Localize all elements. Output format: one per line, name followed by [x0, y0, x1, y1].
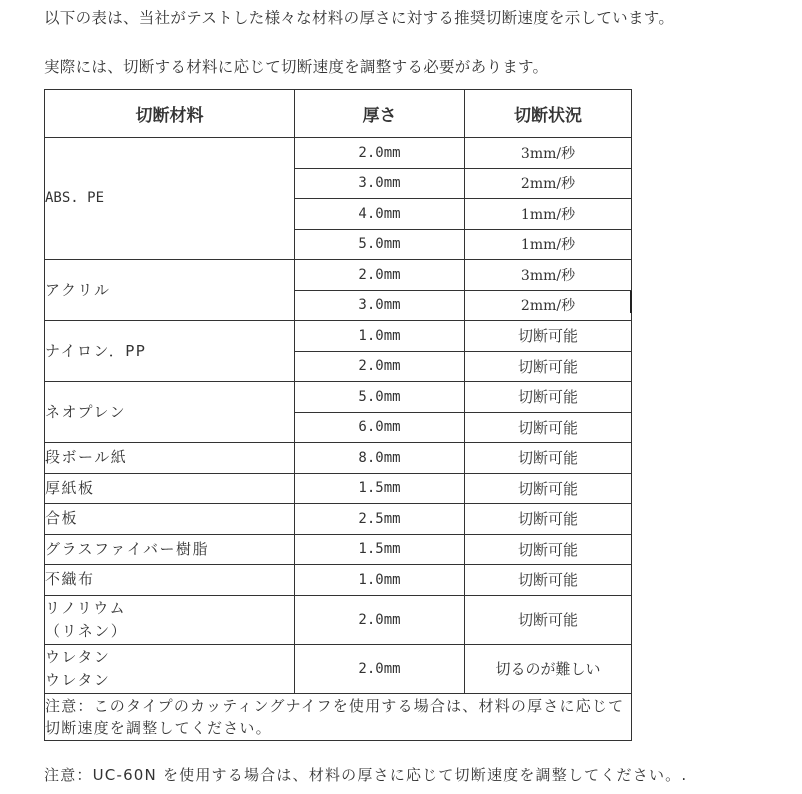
- thickness-cell: 4.0mm: [295, 199, 465, 230]
- material-cell: アクリル: [45, 260, 295, 321]
- table-header-row: [45, 90, 632, 138]
- material-cell: [45, 644, 295, 693]
- table-note-row: [45, 693, 632, 740]
- thickness-cell: 5.0mm: [295, 229, 465, 260]
- status-cell: 3mm/秒: [465, 138, 632, 169]
- thickness-cell: 2.0mm: [295, 351, 465, 382]
- thickness-cell: 1.0mm: [295, 321, 465, 352]
- table-row: [45, 504, 632, 535]
- status-cell: 1mm/秒: [465, 229, 632, 260]
- table-row: [45, 595, 632, 644]
- status-cell: 切断可能: [465, 565, 632, 596]
- footer-note: 注意：UC-60N を使用する場合は、材料の厚さに応じて切断速度を調整してください。.: [44, 766, 688, 784]
- material-line: ウレタン: [45, 647, 111, 666]
- material-line: ウレタン: [45, 670, 111, 689]
- status-cell: 切断可能: [465, 473, 632, 504]
- text-cursor-bar: [630, 291, 632, 313]
- thickness-cell: 2.5mm: [295, 504, 465, 535]
- status-cell: 切断可能: [465, 595, 632, 644]
- cutting-speed-table: [44, 89, 632, 741]
- status-cell: 切断可能: [465, 321, 632, 352]
- material-cell: 段ボール紙: [45, 443, 295, 474]
- status-cell: 切るのが難しい: [465, 644, 632, 693]
- thickness-cell: 2.0mm: [295, 644, 465, 693]
- table-row: [45, 260, 632, 291]
- table-row: [45, 473, 632, 504]
- status-cell: 2mm/秒: [465, 168, 632, 199]
- status-cell: 切断可能: [465, 351, 632, 382]
- table-row: [45, 382, 632, 413]
- table-row: [45, 138, 632, 169]
- table-row: [45, 644, 632, 693]
- thickness-cell: 3.0mm: [295, 290, 465, 321]
- material-cell: 厚紙板: [45, 473, 295, 504]
- thickness-cell: 2.0mm: [295, 138, 465, 169]
- table-row: [45, 321, 632, 352]
- material-cell: グラスファイバー樹脂: [45, 534, 295, 565]
- table-row: [45, 534, 632, 565]
- thickness-cell: 6.0mm: [295, 412, 465, 443]
- material-cell: ナイロン．PP: [45, 321, 295, 382]
- status-cell: 3mm/秒: [465, 260, 632, 291]
- status-cell: 1mm/秒: [465, 199, 632, 230]
- header-thickness: 厚さ: [295, 90, 465, 138]
- table-row: [45, 565, 632, 596]
- header-status: 切断状況: [465, 90, 632, 138]
- thickness-cell: 1.5mm: [295, 473, 465, 504]
- table-row: [45, 443, 632, 474]
- status-cell: 切断可能: [465, 382, 632, 413]
- thickness-cell: 2.0mm: [295, 595, 465, 644]
- status-cell: 切断可能: [465, 443, 632, 474]
- status-cell: 切断可能: [465, 412, 632, 443]
- header-material: 切断材料: [45, 90, 295, 138]
- material-cell: [45, 595, 295, 644]
- intro-line-2: 実際には、切断する材料に応じて切断速度を調整する必要があります。: [44, 58, 549, 76]
- thickness-cell: 2.0mm: [295, 260, 465, 291]
- thickness-cell: 1.5mm: [295, 534, 465, 565]
- material-line: リノリウム: [45, 598, 127, 617]
- material-cell: 合板: [45, 504, 295, 535]
- status-cell: 切断可能: [465, 504, 632, 535]
- material-cell: ネオプレン: [45, 382, 295, 443]
- thickness-cell: 3.0mm: [295, 168, 465, 199]
- thickness-cell: 8.0mm: [295, 443, 465, 474]
- status-cell: 切断可能: [465, 534, 632, 565]
- material-line: （リネン）: [45, 621, 128, 640]
- thickness-cell: 5.0mm: [295, 382, 465, 413]
- table-note: 注意：このタイプのカッティングナイフを使用する場合は、材料の厚さに応じて切断速度を調整してください。: [45, 693, 632, 740]
- thickness-cell: 1.0mm: [295, 565, 465, 596]
- material-cell: 不織布: [45, 565, 295, 596]
- intro-line-1: 以下の表は、当社がテストした様々な材料の厚さに対する推奨切断速度を示しています。: [44, 9, 675, 27]
- material-cell: ABS. PE: [45, 138, 295, 260]
- status-cell: 2mm/秒: [465, 290, 632, 321]
